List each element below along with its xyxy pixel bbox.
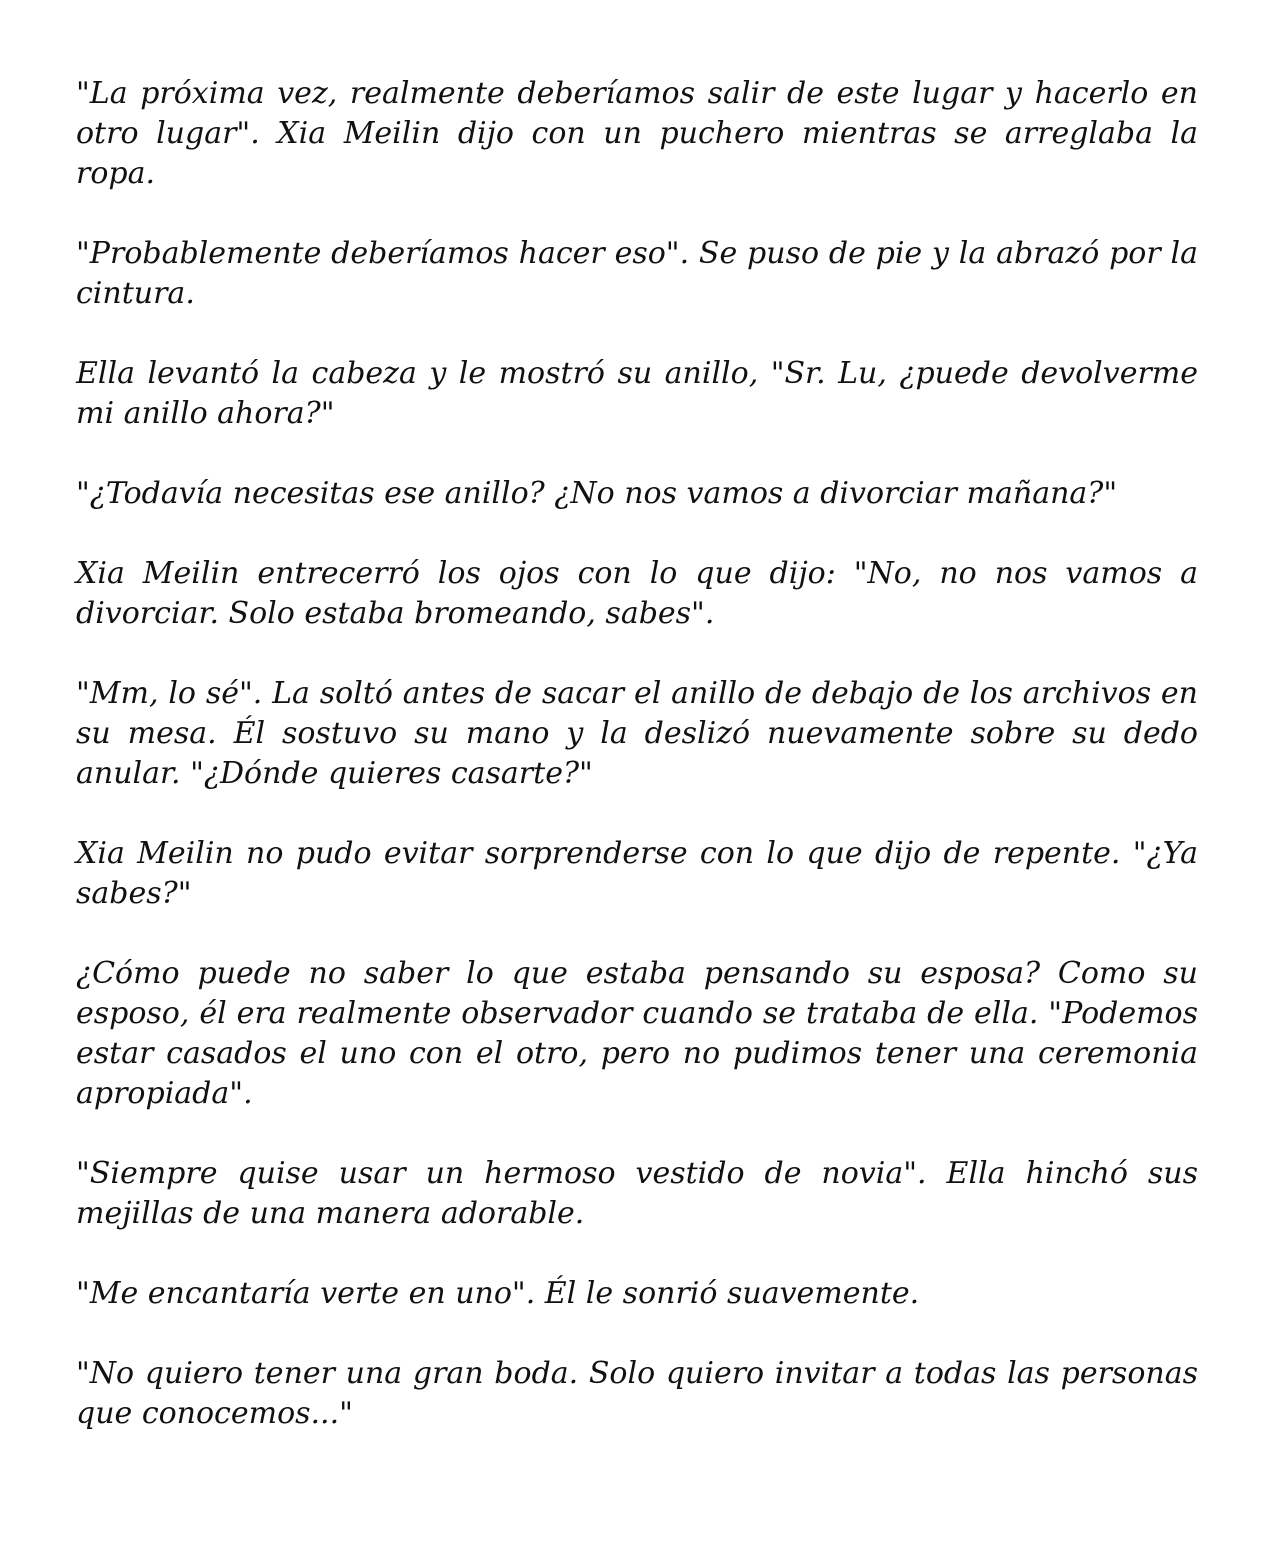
paragraph-2: "Probablemente deberíamos hacer eso". Se puso de pie y la abrazó por la cintura. (76, 236, 1198, 311)
paragraph-1: "La próxima vez, realmente deberíamos salir de este lugar y hacerlo en otro lugar". Xia Meilin dijo con un puchero mientras se arreglaba la ropa. (76, 76, 1198, 191)
paragraph-4: "¿Todavía necesitas ese anillo? ¿No nos vamos a divorciar mañana?" (76, 476, 1118, 511)
paragraph-3: Ella levantó la cabeza y le mostró su anillo, "Sr. Lu, ¿puede devolverme mi anillo ahora?" (76, 356, 1198, 431)
paragraph-7: Xia Meilin no pudo evitar sorprenderse con lo que dijo de repente. "¿Ya sabes?" (76, 836, 1198, 911)
paragraph-11: "No quiero tener una gran boda. Solo quiero invitar a todas las personas que conocemos..." (76, 1356, 1198, 1431)
paragraph-8: ¿Cómo puede no saber lo que estaba pensando su esposa? Como su esposo, él era realmente observador cuando se trataba de ella. "Podemos estar casados el uno con el otro, pero no pudimos tener una ceremonia apropiada". (76, 956, 1198, 1111)
paragraph-6: "Mm, lo sé". La soltó antes de sacar el anillo de debajo de los archivos en su mesa. Él sostuvo su mano y la deslizó nuevamente sobre su dedo anular. "¿Dónde quieres casarte?" (76, 676, 1198, 791)
paragraph-5: Xia Meilin entrecerró los ojos con lo que dijo: "No, no nos vamos a divorciar. Solo estaba bromeando, sabes". (76, 556, 1198, 631)
paragraph-9: "Siempre quise usar un hermoso vestido de novia". Ella hinchó sus mejillas de una manera adorable. (76, 1156, 1198, 1231)
paragraph-10: "Me encantaría verte en uno". Él le sonrió suavemente. (76, 1276, 920, 1311)
